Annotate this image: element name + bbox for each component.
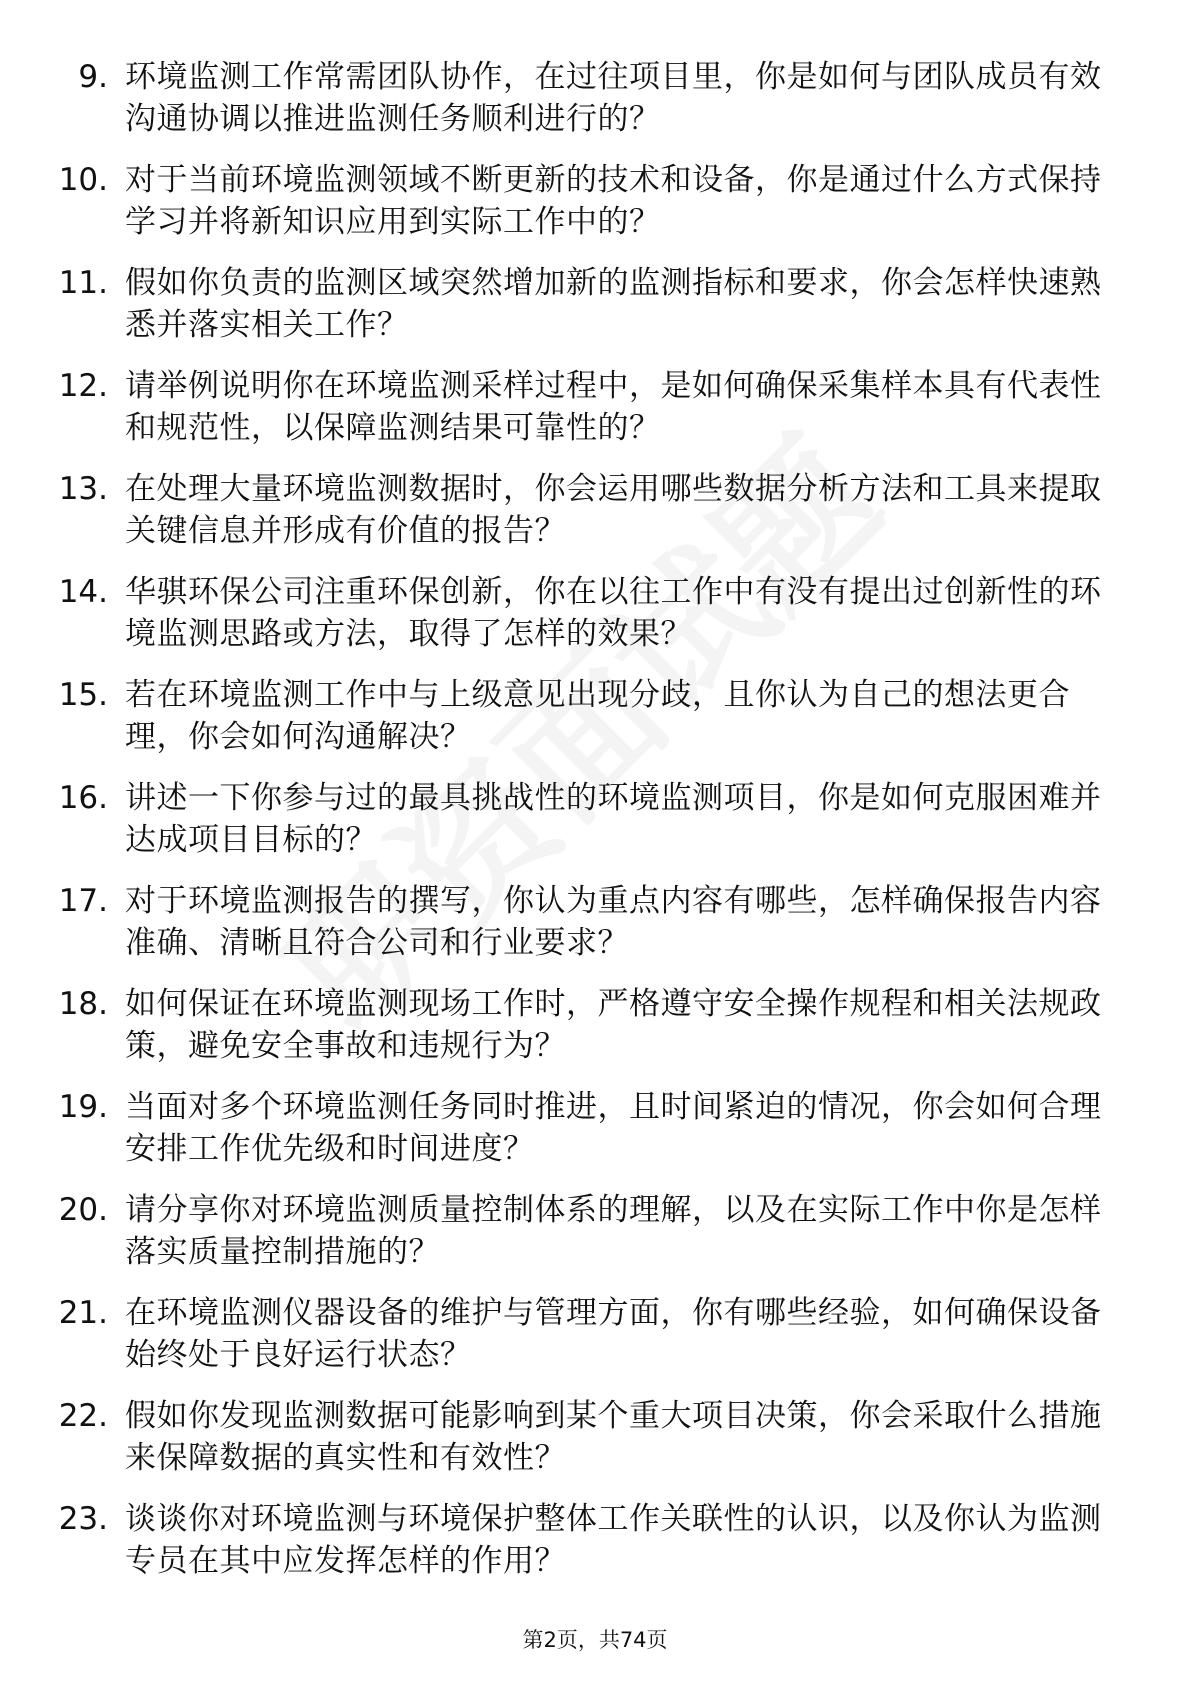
question-list xyxy=(0,56,1190,1601)
page-footer: 第2页，共74页 xyxy=(522,1628,668,1652)
question-number: 18. xyxy=(58,986,108,1022)
question-number: 13. xyxy=(58,471,108,507)
question-number: 22. xyxy=(58,1398,108,1434)
list-item xyxy=(0,777,1190,880)
question-text: 假如你发现监测数据可能影响到某个重大项目决策，你会采取什么措施来保障数据的真实性和有效性？ xyxy=(125,1398,1102,1476)
question-text: 华骐环保公司注重环保创新，你在以往工作中有没有提出过创新性的环境监测思路或方法，取得了怎样的效果？ xyxy=(125,574,1102,652)
question-number: 21. xyxy=(58,1295,108,1331)
list-item xyxy=(0,1498,1190,1601)
question-number: 9. xyxy=(78,59,108,95)
question-text: 当面对多个环境监测任务同时推进，且时间紧迫的情况，你会如何合理安排工作优先级和时间进度？ xyxy=(125,1089,1102,1167)
question-text: 若在环境监测工作中与上级意见出现分歧，且你认为自己的想法更合理，你会如何沟通解决？ xyxy=(125,677,1070,755)
question-number: 14. xyxy=(58,574,108,610)
question-text: 环境监测工作常需团队协作，在过往项目里，你是如何与团队成员有效沟通协调以推进监测任务顺利进行的？ xyxy=(125,59,1102,137)
question-text: 对于当前环境监测领域不断更新的技术和设备，你是通过什么方式保持学习并将新知识应用到实际工作中的？ xyxy=(125,162,1102,240)
question-text: 请分享你对环境监测质量控制体系的理解，以及在实际工作中你是怎样落实质量控制措施的？ xyxy=(125,1192,1102,1270)
list-item xyxy=(0,571,1190,674)
list-item xyxy=(0,1086,1190,1189)
question-number: 19. xyxy=(58,1089,108,1125)
question-text: 对于环境监测报告的撰写，你认为重点内容有哪些，怎样确保报告内容准确、清晰且符合公司和行业要求？ xyxy=(125,883,1102,961)
question-number: 10. xyxy=(58,162,108,198)
list-item xyxy=(0,1292,1190,1395)
list-item xyxy=(0,262,1190,365)
question-number: 16. xyxy=(58,780,108,816)
question-text: 如何保证在环境监测现场工作时，严格遵守安全操作规程和相关法规政策，避免安全事故和违规行为？ xyxy=(125,986,1102,1064)
question-number: 15. xyxy=(58,677,108,713)
list-item xyxy=(0,674,1190,777)
question-text: 谈谈你对环境监测与环境保护整体工作关联性的认识，以及你认为监测专员在其中应发挥怎样的作用？ xyxy=(125,1501,1102,1579)
question-text: 假如你负责的监测区域突然增加新的监测指标和要求，你会怎样快速熟悉并落实相关工作？ xyxy=(125,265,1102,343)
list-item xyxy=(0,468,1190,571)
list-item xyxy=(0,983,1190,1086)
question-text: 在处理大量环境监测数据时，你会运用哪些数据分析方法和工具来提取关键信息并形成有价值的报告？ xyxy=(125,471,1102,549)
list-item xyxy=(0,56,1190,159)
list-item xyxy=(0,880,1190,983)
question-number: 11. xyxy=(58,265,108,301)
question-text: 请举例说明你在环境监测采样过程中，是如何确保采集样本具有代表性和规范性，以保障监测结果可靠性的？ xyxy=(125,368,1102,446)
list-item xyxy=(0,159,1190,262)
question-number: 12. xyxy=(58,368,108,404)
list-item xyxy=(0,365,1190,468)
question-text: 在环境监测仪器设备的维护与管理方面，你有哪些经验，如何确保设备始终处于良好运行状态？ xyxy=(125,1295,1102,1373)
list-item xyxy=(0,1189,1190,1292)
question-number: 23. xyxy=(58,1501,108,1537)
question-number: 20. xyxy=(58,1192,108,1228)
list-item xyxy=(0,1395,1190,1498)
question-text: 讲述一下你参与过的最具挑战性的环境监测项目，你是如何克服困难并达成项目目标的？ xyxy=(125,780,1102,858)
question-number: 17. xyxy=(58,883,108,919)
